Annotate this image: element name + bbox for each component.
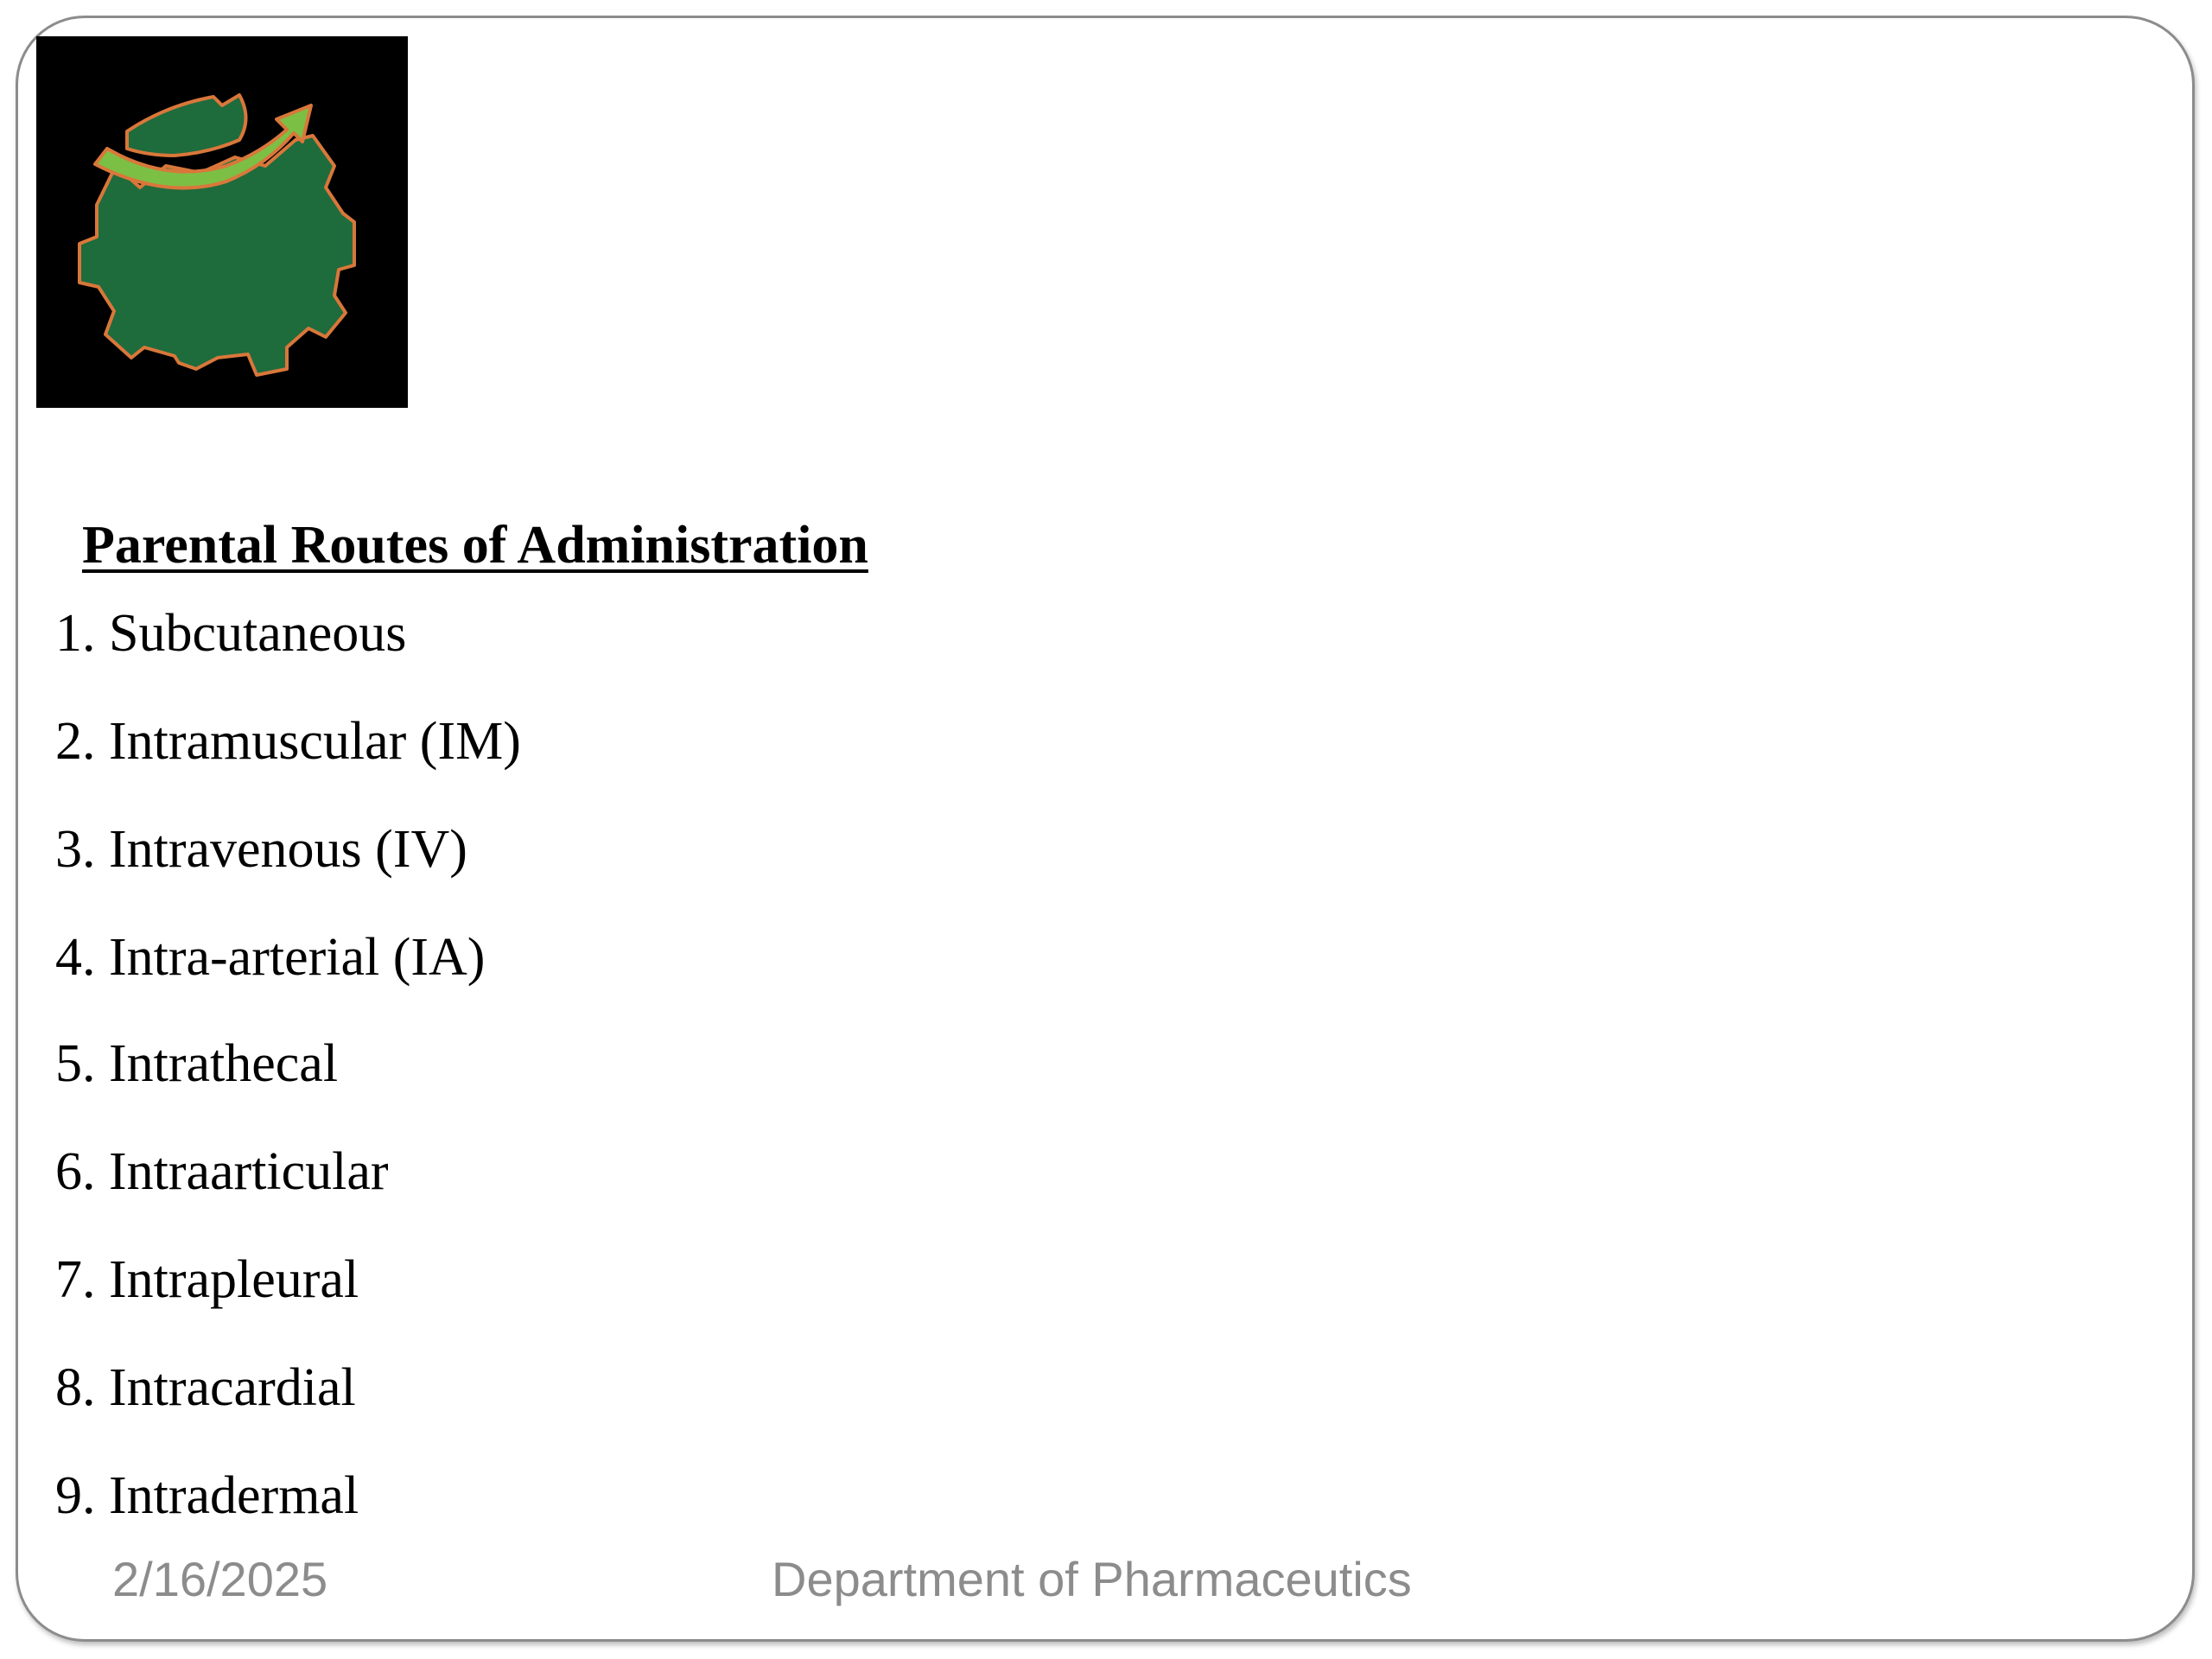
list-item: 3. Intravenous (IV) — [55, 820, 467, 879]
list-item: 4. Intra-arterial (IA) — [55, 928, 486, 987]
list-item: 7. Intrapleural — [55, 1250, 359, 1309]
footer-department: Department of Pharmaceutics — [772, 1552, 1412, 1606]
list-item: 8. Intracardial — [55, 1358, 356, 1417]
list-item: 6. Intraarticular — [55, 1142, 389, 1201]
logo — [36, 36, 408, 408]
gear-inner-band — [127, 95, 246, 156]
gear-arrow-logo-icon — [36, 36, 408, 408]
list-item: 9. Intradermal — [55, 1466, 359, 1525]
list-item: 5. Intrathecal — [55, 1034, 339, 1093]
list-item: 1. Subcutaneous — [55, 604, 407, 663]
list-item: 2. Intramuscular (IM) — [55, 712, 521, 771]
footer-date: 2/16/2025 — [112, 1552, 328, 1606]
slide-heading: Parental Routes of Administration — [82, 516, 868, 575]
